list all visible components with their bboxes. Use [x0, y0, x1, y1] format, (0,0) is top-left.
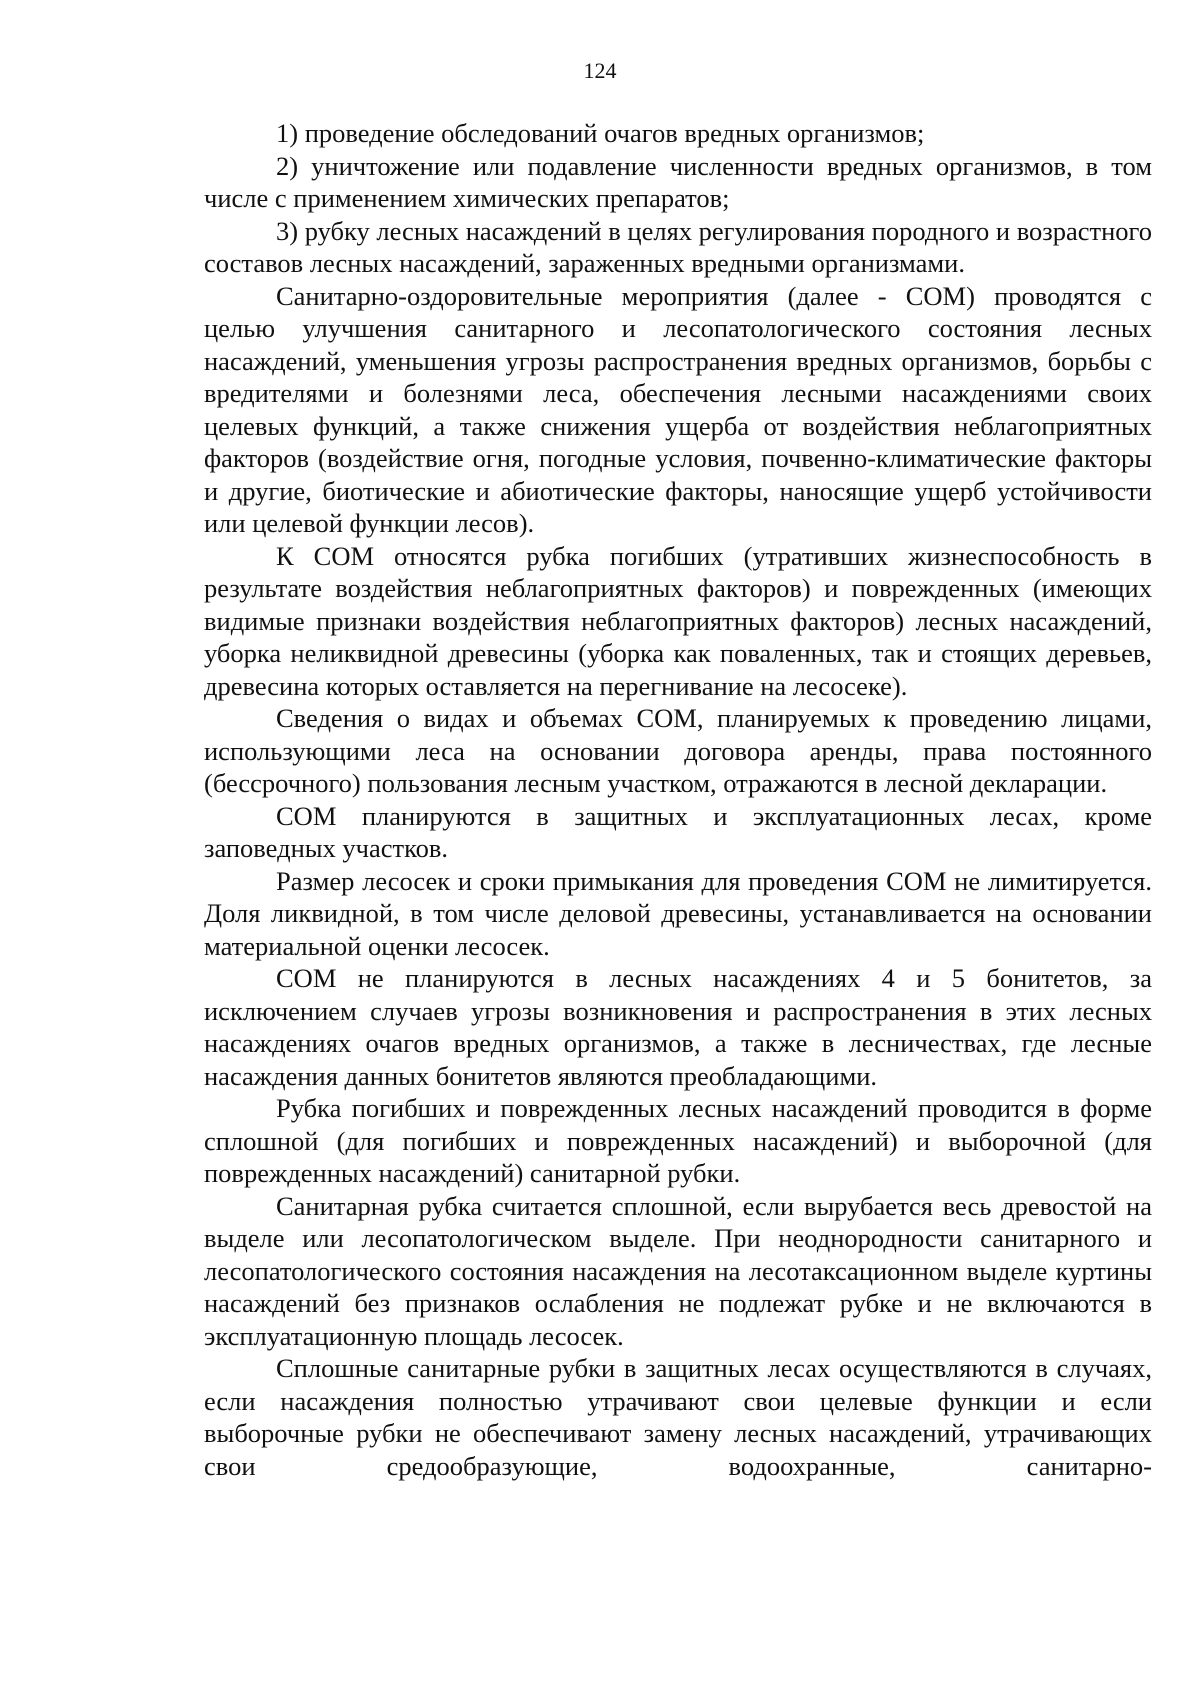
paragraph-site-class-exclusion: СОМ не планируются в лесных насаждениях 4 и 5 бонитетов, за исключением случаев угрозы возникновения и распространения в этих лесных насаждениях очагов вредных организмов, а также в лесничествах, где лесные насаждения данных бонитетов являются преобладающими. — [204, 963, 1152, 1091]
list-item-1: 1) проведение обследований очагов вредных организмов; — [276, 118, 925, 148]
paragraph-som-definition: Санитарно-оздоровительные мероприятия (далее - СОМ) проводятся с целью улучшения санитарного и лесопатологического состояния лесных насаждений, уменьшения угрозы распространения вредных организмов, борьбы с вредителями и болезнями леса, обеспечения лесными насаждениями своих целевых функций, а также снижения ущерба от воздействия неблагоприятных факторов (воздействие огня, погодные условия, почвенно-климатические факторы и другие, биотические и абиотические факторы, наносящие ущерб устойчивости или целевой функции лесов). — [204, 280, 1152, 538]
paragraph-som-forests: СОМ планируются в защитных и эксплуатационных лесах, кроме заповедных участков. — [204, 800, 1152, 863]
list-item-2: 2) уничтожение или подавление численности вредных организмов, в том числе с применением химических препаратов; — [204, 150, 1152, 213]
paragraph-som-scope: К СОМ относятся рубка погибших (утративших жизнеспособность в результате воздействия неблагоприятных факторов) и поврежденных (имеющих видимые признаки воздействия неблагоприятных факторов) лесных насаждений, уборка неликвидной древесины (уборка как поваленных, так и стоящих деревьев, древесина которых оставляется на перегнивание на лесосеке). — [204, 540, 1152, 701]
paragraph-felling-forms: Рубка погибших и поврежденных лесных насаждений проводится в форме сплошной (для погибших и поврежденных насаждений) и выборочной (для поврежденных насаждений) санитарной рубки. — [204, 1093, 1152, 1188]
paragraph-som-declaration: Сведения о видах и объемах СОМ, планируемых к проведению лицами, использующими леса на основании договора аренды, права постоянного (бессрочного) пользования лесным участком, отражаются в лесной декларации. — [204, 703, 1152, 798]
list-item-3: 3) рубку лесных насаждений в целях регулирования породного и возрастного составов лесных насаждений, зараженных вредными организмами. — [204, 215, 1152, 278]
paragraph-cutting-area-size: Размер лесосек и сроки примыкания для проведения СОМ не лимитируется. Доля ликвидной, в том числе деловой древесины, устанавливается на основании материальной оценки лесосек. — [204, 865, 1152, 961]
body-text — [204, 117, 1152, 1482]
page-number: 124 — [583, 58, 617, 83]
paragraph-clear-sanitary-felling: Санитарная рубка считается сплошной, если вырубается весь древостой на выделе или лесопатологическом выделе. При неоднородности санитарного и лесопатологического состояния насаждения на лесотаксационном выделе куртины насаждений без признаков ослабления не подлежат рубке и не включаются в эксплуатационную площадь лесосек. — [204, 1190, 1152, 1351]
paragraph-protective-forests: Сплошные санитарные рубки в защитных лесах осуществляются в случаях, если насаждения полностью утрачивают свои целевые функции и если выборочные рубки не обеспечивают замену лесных насаждений, утрачивающих свои средообразующие, водоохранные, санитарно- — [204, 1353, 1152, 1481]
